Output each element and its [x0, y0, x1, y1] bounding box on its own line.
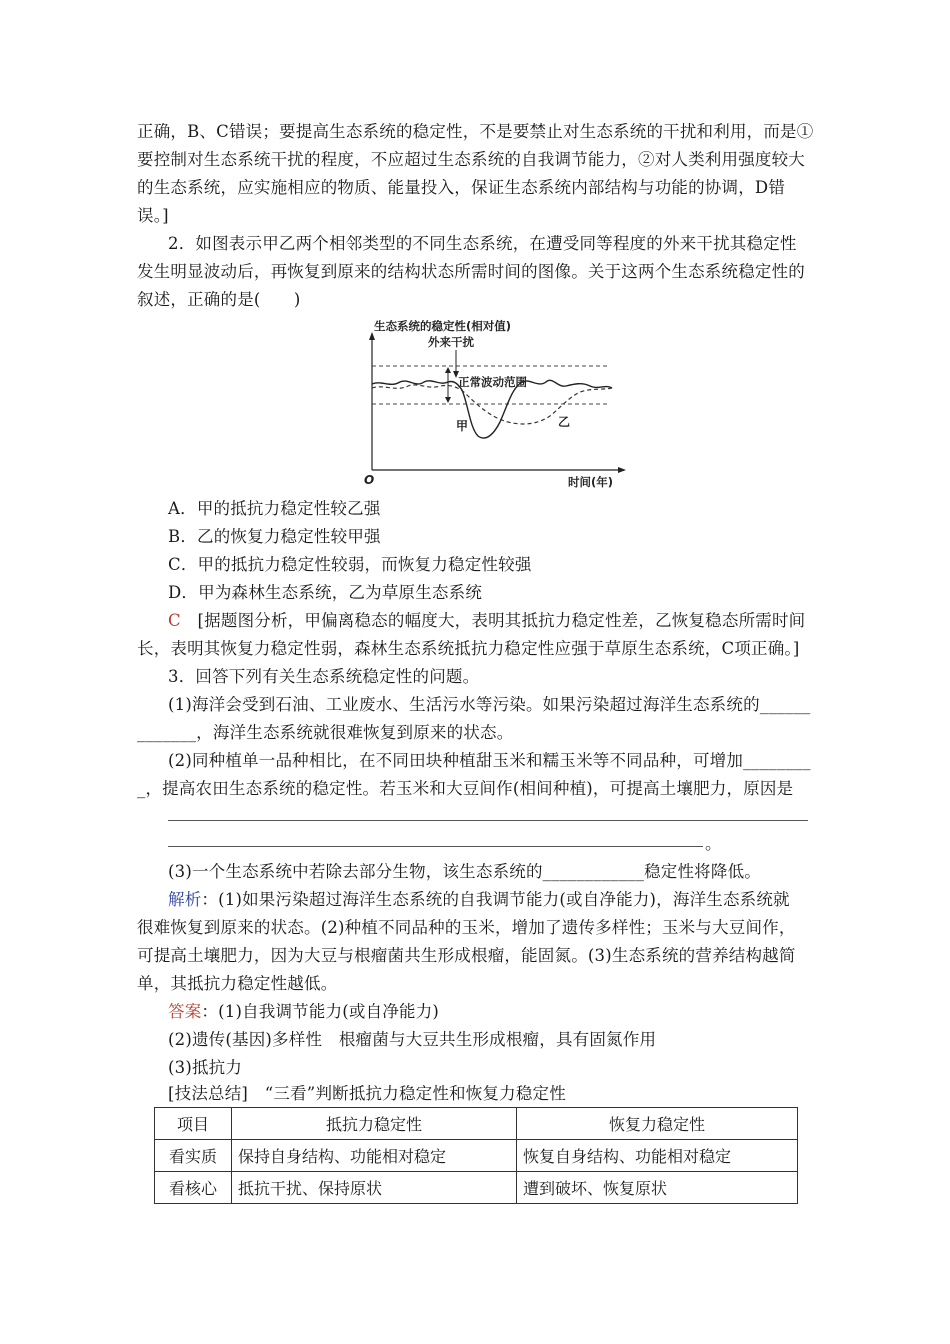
x-axis-arrow [618, 467, 626, 473]
disturbance-label: 外来干扰 [428, 335, 474, 349]
table-cell: 抵抗干扰、保持原状 [232, 1172, 517, 1204]
answer-label: 答案 [168, 1002, 202, 1021]
table-header-cell: 恢复力稳定性 [517, 1108, 798, 1140]
q3-part2-line-2: _，提高农田生态系统的稳定性。若玉米和大豆间作(相间种植)，可提高土壤肥力，原因是 [137, 779, 794, 798]
intro-line-4: 误。] [137, 206, 169, 225]
q2-answer-line-1 [168, 607, 805, 635]
table-header-cell: 项目 [155, 1108, 232, 1140]
y-axis-arrow [369, 332, 375, 340]
table-header-row [155, 1108, 798, 1140]
q2-option-c: C．甲的抵抗力稳定性较弱，而恢复力稳定性较强 [168, 555, 532, 574]
table-cell: 保持自身结构、功能相对稳定 [232, 1140, 517, 1172]
q2-option-d: D．甲为森林生态系统，乙为草原生态系统 [168, 583, 483, 602]
table-row [155, 1140, 798, 1172]
q2-answer-text: [据题图分析，甲偏离稳态的幅度大，表明其抵抗力稳定性差，乙恢复稳态所需时间 [197, 611, 806, 630]
q2-option-a: A．甲的抵抗力稳定性较乙强 [168, 499, 381, 518]
stability-figure [362, 318, 642, 490]
q3-answer-line-1 [168, 998, 439, 1026]
x-axis-label: 时间(年) [568, 475, 614, 489]
range-arrowhead-down [445, 397, 451, 403]
range-label: 正常波动范围 [458, 375, 527, 389]
series-a-label: 甲 [456, 419, 469, 433]
intro-line-2: 要控制对生态系统干扰的程度，不应超过生态系统的自我调节能力，②对人类利用强度较大 [137, 150, 805, 169]
q3-part2-line-1: (2)同种植单一品种相比，在不同田块种植甜玉米和糯玉米等不同品种，可增加________ [168, 751, 811, 770]
q3-part1-line-2: _______，海洋生态系统就很难恢复到原来的状态。 [137, 723, 514, 742]
answer-text-1: ：(1)自我调节能力(或自净能力) [201, 1002, 440, 1021]
analysis-text-1: ：(1)如果污染超过海洋生态系统的自我调节能力(或自净能力)，海洋生态系统就 [201, 890, 790, 909]
table-header-cell: 抵抗力稳定性 [232, 1108, 517, 1140]
q3-analysis-line-1 [168, 886, 790, 914]
q3-part1-line-1: (1)海洋会受到石油、工业废水、生活污水等污染。如果污染超过海洋生态系统的______ [168, 695, 811, 714]
q3-stem: 3．回答下列有关生态系统稳定性的问题。 [168, 667, 480, 686]
answer-blank-line-1 [168, 820, 808, 821]
table-cell: 遭到破坏、恢复原状 [517, 1172, 798, 1204]
summary-title: [技法总结] “三看”判断抵抗力稳定性和恢复力稳定性 [168, 1084, 566, 1103]
intro-line-3: 的生态系统，应实施相应的物质、能量投入，保证生态系统内部结构与功能的协调，D错 [137, 178, 786, 197]
origin-label: O [364, 473, 375, 487]
answer-blank-line-2 [168, 846, 703, 847]
intro-line-1: 正确，B、C错误；要提高生态系统的稳定性，不是要禁止对生态系统的干扰和利用，而是① [137, 122, 814, 141]
q3-analysis-line-2: 很难恢复到原来的状态。(2)种植不同品种的玉米，增加了遗传多样性；玉米与大豆间作， [137, 918, 796, 937]
summary-table [154, 1107, 798, 1204]
y-axis-label: 生态系统的稳定性(相对值) [374, 319, 512, 333]
q3-analysis-line-3: 可提高土壤肥力，因为大豆与根瘤菌共生形成根瘤，能固氮。(3)生态系统的营养结构越简 [137, 946, 796, 965]
q3-answer-line-3: (3)抵抗力 [168, 1058, 243, 1077]
q2-answer-letter: C [168, 611, 181, 630]
q3-part3: (3)一个生态系统中若除去部分生物，该生态系统的____________稳定性将降低。 [168, 862, 761, 881]
q2-stem-line-1: 2．如图表示甲乙两个相邻类型的不同生态系统，在遭受同等程度的外来干扰其稳定性 [168, 234, 797, 253]
table-row-header: 看核心 [155, 1172, 232, 1204]
q2-stem-line-2: 发生明显波动后，再恢复到原来的结构状态所需时间的图像。关于这两个生态系统稳定性的 [137, 262, 805, 281]
q3-answer-line-2: (2)遗传(基因)多样性 根瘤菌与大豆共生形成根瘤，具有固氮作用 [168, 1030, 657, 1049]
table-cell: 恢复自身结构、功能相对稳定 [517, 1140, 798, 1172]
q2-answer-line-2: 长，表明其恢复力稳定性弱，森林生态系统抵抗力稳定性应强于草原生态系统，C项正确。] [137, 639, 800, 658]
q3-analysis-line-4: 单，其抵抗力稳定性越低。 [137, 974, 338, 993]
q2-option-b: B．乙的恢复力稳定性较甲强 [168, 527, 381, 546]
range-arrowhead-up [445, 367, 451, 373]
blank-end-mark: 。 [705, 834, 722, 853]
analysis-label: 解析 [168, 890, 202, 909]
series-b-label: 乙 [558, 415, 571, 429]
table-row [155, 1172, 798, 1204]
q2-stem-line-3: 叙述，正确的是( ) [137, 290, 301, 309]
table-row-header: 看实质 [155, 1140, 232, 1172]
